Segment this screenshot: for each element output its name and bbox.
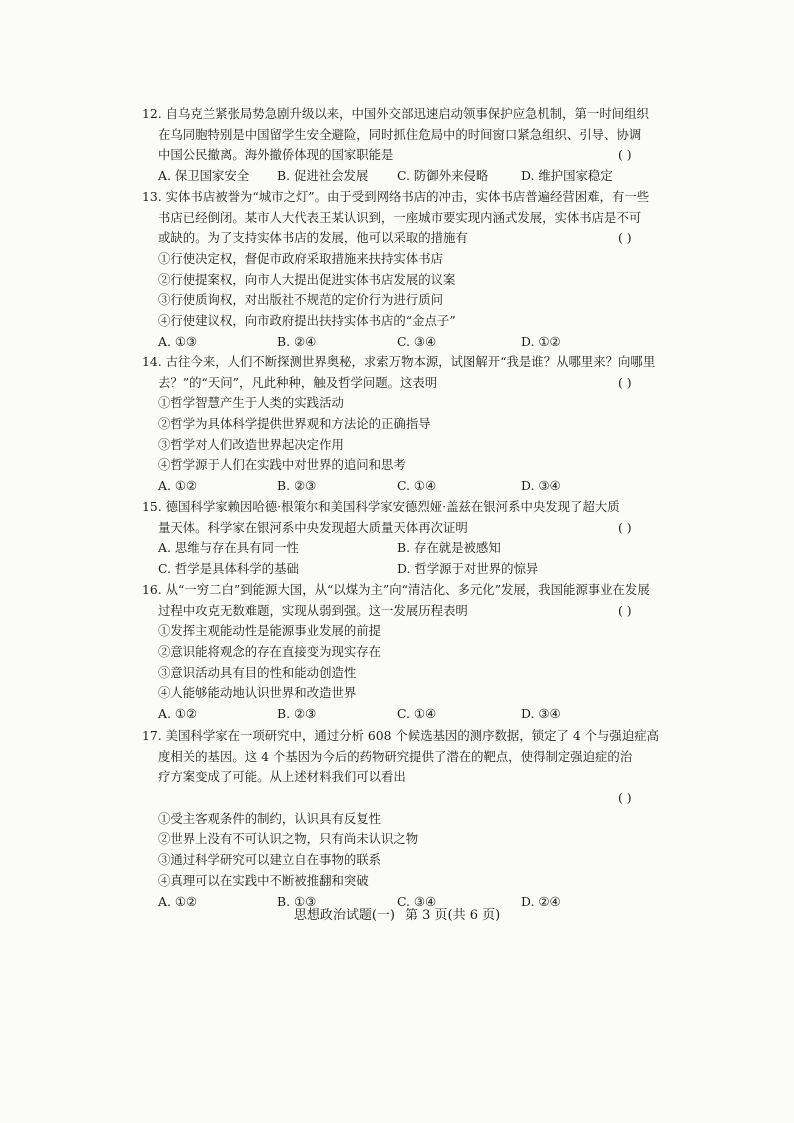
statement-item: ①哲学智慧产生于人类的实践活动 xyxy=(158,395,344,411)
question-12 xyxy=(142,104,658,187)
statement-item: ④人能够能动地认识世界和改造世界 xyxy=(158,685,357,701)
question-17 xyxy=(142,726,659,912)
statement-item: ②哲学为具体科学提供世界观和方法论的正确指导 xyxy=(158,416,431,432)
question-stem-line: 在乌同胞特别是中国留学生安全避险，同时抓住危局中的时间窗口紧急组织、引导、协调 xyxy=(158,126,642,142)
question-stem-line: 16. 从“一穷二白”到能源大国，从“以煤为主”向“清洁化、多元化”发展，我国能源事业在发展 xyxy=(142,582,650,597)
statement-item: ①发挥主观能动性是能源事业发展的前提 xyxy=(158,623,382,639)
option-d: D. ③④ xyxy=(521,478,561,494)
statement-item: ④哲学源于人们在实践中对世界的追问和思考 xyxy=(158,457,406,473)
page-footer xyxy=(0,906,794,926)
option-b: B. ①③ xyxy=(277,893,317,909)
answer-parenthesis: ( ) xyxy=(618,602,632,618)
question-stem-line xyxy=(158,228,658,249)
question-stem-text: 过程中攻克无数难题，实现从弱到强。这一发展历程表明 xyxy=(158,602,468,618)
option-b: B. ②③ xyxy=(277,706,317,722)
question-stem-line xyxy=(158,788,658,809)
option-c: C. ①④ xyxy=(397,706,437,722)
option-c: C. 防御外来侵略 xyxy=(397,168,489,184)
question-stem-line xyxy=(158,373,658,394)
statement-item: ③哲学对人们改造世界起决定作用 xyxy=(158,436,344,452)
question-stem-line: 12. 自乌克兰紧张局势急剧升级以来，中国外交部迅速启动领事保护应急机制，第一时间组织 xyxy=(142,106,649,121)
option-c: C. 哲学是具体科学的基础 xyxy=(158,561,299,577)
question-stem-text: 或缺的。为了支持实体书店的发展，他可以采取的措施有 xyxy=(158,230,468,246)
question-stem-line: 13. 实体书店被誉为“城市之灯”。由于受到网络书店的冲击，实体书店普遍经营困难，有一些 xyxy=(142,189,650,204)
statement-item: ③行使质询权，对出版社不规范的定价行为进行质问 xyxy=(158,292,443,308)
question-stem-text: 去？”的“天问”，凡此种种，触及哲学问题。这表明 xyxy=(158,374,438,390)
question-stem-line xyxy=(158,145,658,166)
statement-item: ①行使决定权，督促市政府采取措施来扶持实体书店 xyxy=(158,251,443,267)
option-a: A. ①② xyxy=(158,478,198,494)
statement-item: ③通过科学研究可以建立自在事物的联系 xyxy=(158,852,382,868)
answer-parenthesis: ( ) xyxy=(618,374,632,390)
option-a: A. ①② xyxy=(158,706,198,722)
answer-options xyxy=(158,166,658,187)
question-stem-line: 疗方案变成了可能。从上述材料我们可以看出 xyxy=(158,769,406,785)
statement-item: ④真理可以在实践中不断被推翻和突破 xyxy=(158,872,369,888)
statement-item: ③意识活动具有目的性和能动创造性 xyxy=(158,664,357,680)
question-stem-line: 14. 古往今来，人们不断探测世界奥秘，求索万物本源，试图解开“我是谁？从哪里来？向哪里 xyxy=(142,354,656,369)
question-14 xyxy=(142,352,658,497)
question-stem-line xyxy=(158,518,658,539)
option-c: C. ③④ xyxy=(397,893,437,909)
option-d: D. ①② xyxy=(521,333,561,349)
question-stem-line: 15. 德国科学家赖因哈德·根策尔和美国科学家安德烈娅·盖兹在银河系中央发现了超大质 xyxy=(142,499,620,514)
option-d: D. ③④ xyxy=(521,706,561,722)
question-stem-line xyxy=(158,601,658,622)
option-c: C. ①④ xyxy=(397,478,437,494)
question-stem-line: 度相关的基因。这 4 个基因为今后的药物研究提供了潜在的靶点，使得制定强迫症的治 xyxy=(158,748,633,764)
question-stem-text: 中国公民撤离。海外撤侨体现的国家职能是 xyxy=(158,147,394,163)
answer-parenthesis: ( ) xyxy=(618,519,632,535)
option-b: B. 存在就是被感知 xyxy=(397,540,501,556)
answer-parenthesis: ( ) xyxy=(618,147,632,163)
statement-item: ①受主客观条件的制约，认识具有反复性 xyxy=(158,810,382,826)
answer-options xyxy=(158,559,658,580)
statement-item: ②意识能将观念的存在直接变为现实存在 xyxy=(158,644,382,660)
option-d: D. ②④ xyxy=(521,893,561,909)
answer-options xyxy=(158,332,658,353)
option-d: D. 维护国家稳定 xyxy=(521,168,613,184)
question-stem-line: 17. 美国科学家在一项研究中，通过分析 608 个候选基因的测序数据，锁定了 4 个与强迫症高 xyxy=(142,728,659,743)
page-number: 第 3 页(共 6 页) xyxy=(404,908,501,923)
option-a: A. 思维与存在具有同一性 xyxy=(158,540,299,556)
question-15 xyxy=(142,497,658,580)
statement-item: ②行使提案权，向市人大提出促进实体书店发展的议案 xyxy=(158,271,456,287)
statement-item: ④行使建议权，向市政府提出扶持实体书店的“金点子” xyxy=(158,313,456,329)
option-b: B. ②④ xyxy=(277,333,317,349)
answer-options xyxy=(158,476,658,497)
option-d: D. 哲学源于对世界的惊异 xyxy=(397,561,539,577)
option-b: B. ②③ xyxy=(277,478,317,494)
option-b: B. 促进社会发展 xyxy=(277,168,369,184)
answer-parenthesis: ( ) xyxy=(618,230,632,246)
answer-options xyxy=(158,704,658,725)
answer-parenthesis: ( ) xyxy=(618,790,632,806)
question-16 xyxy=(142,580,658,725)
question-stem-text: 量天体。科学家在银河系中央发现超大质量天体再次证明 xyxy=(158,519,468,535)
question-13 xyxy=(142,187,658,353)
answer-options xyxy=(158,538,658,559)
option-a: A. ①③ xyxy=(158,333,198,349)
question-stem-line: 书店已经倒闭。某市人大代表王某认识到，一座城市要实现内涵式发展，实体书店是不可 xyxy=(158,209,642,225)
option-a: A. ①② xyxy=(158,893,198,909)
statement-item: ②世界上没有不可认识之物，只有尚未认识之物 xyxy=(158,831,419,847)
exam-subject-title: 思想政治试题(一) xyxy=(293,908,395,923)
option-a: A. 保卫国家安全 xyxy=(158,168,250,184)
option-c: C. ③④ xyxy=(397,333,437,349)
